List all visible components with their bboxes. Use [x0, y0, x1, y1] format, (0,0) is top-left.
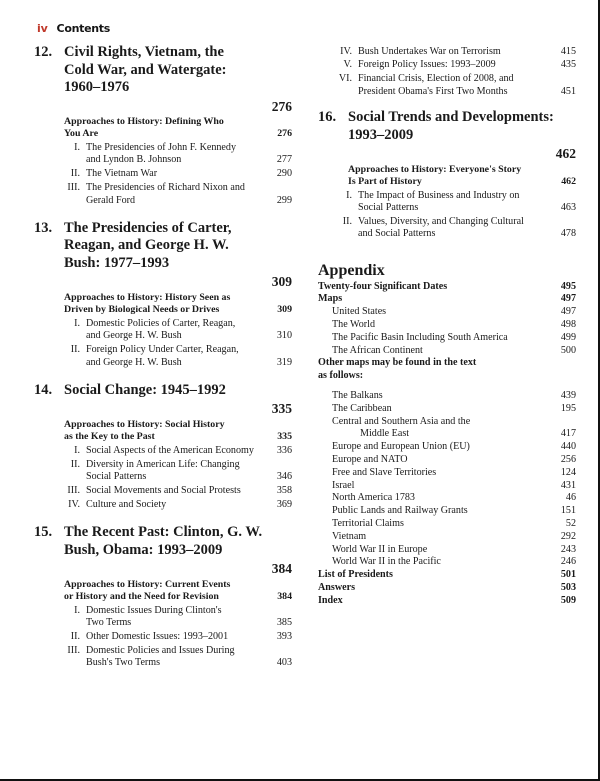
appendix-entry[interactable]	[318, 556, 576, 569]
appendix-section	[318, 261, 576, 608]
chapter-title-line: Social Trends and Developments:	[348, 109, 554, 126]
appendix-entry[interactable]	[318, 492, 576, 505]
section-body	[86, 142, 292, 167]
chapter-title-line: The Recent Past: Clinton, G. W.	[64, 524, 263, 541]
section-numeral: II.	[70, 631, 80, 643]
appendix-entry-label: Free and Slave Territories	[332, 466, 437, 478]
section-title-line: The Impact of Business and Industry on	[358, 189, 520, 201]
section-numeral: I.	[74, 141, 80, 153]
section-title-line: Social Aspects of the American Economy	[86, 444, 254, 456]
approaches-line: Is Part of History	[348, 175, 422, 187]
appendix-page-number: 243	[560, 543, 576, 555]
approaches-to-history	[64, 116, 292, 140]
section-title-line: Values, Diversity, and Changing Cultural	[358, 215, 524, 227]
approaches-to-history	[64, 419, 292, 443]
section-numeral: III.	[67, 485, 80, 497]
appendix-page-number: 151	[560, 505, 576, 517]
section-page-number: 385	[276, 617, 292, 629]
appendix-title: Appendix	[318, 261, 385, 279]
chapter-title-line: 1960–1976	[64, 79, 130, 95]
approaches-line: You Are	[64, 128, 99, 140]
approaches-page-number: 335	[277, 431, 292, 443]
section-title-line: Social Movements and Social Protests	[86, 485, 241, 497]
chapter-title-line: Civil Rights, Vietnam, the	[64, 44, 224, 60]
appendix-entry[interactable]	[318, 518, 576, 531]
section-page-number: 478	[560, 228, 576, 240]
section-page-number: 435	[560, 59, 576, 71]
section-title-line: Bush Undertakes War on Terrorism	[358, 45, 501, 57]
chapter-heading[interactable]	[34, 382, 292, 418]
appendix-page-number: 498	[560, 319, 576, 331]
appendix-entry-label: World War II in Europe	[332, 543, 428, 555]
chapter-page-number: 384	[271, 561, 292, 577]
section-numeral: VI.	[338, 73, 352, 85]
approaches-line: Approaches to History: History Seen as	[64, 291, 231, 303]
section-title-line: President Obama's First Two Months	[358, 85, 508, 97]
section-body	[358, 46, 576, 58]
approaches-page-number: 276	[277, 128, 292, 140]
chapter-title-line: Bush, Obama: 1993–2009	[64, 541, 223, 558]
section-title-line: Domestic Policies and Issues During	[86, 645, 235, 657]
approaches-line: Approaches to History: Social History	[64, 418, 225, 430]
chapter-title-line: Bush: 1977–1993	[64, 254, 170, 271]
chapter-page-number: 335	[271, 401, 292, 417]
section-numeral: I.	[74, 604, 80, 616]
section-body	[86, 445, 292, 457]
appendix-page-number: 417	[560, 428, 576, 440]
section-title-line: and George H. W. Bush	[86, 356, 182, 368]
appendix-entry[interactable]	[318, 390, 576, 403]
chapter-title-line: Social Change: 1945–1992	[64, 381, 226, 398]
chapter-title-wrap	[64, 524, 292, 578]
chapter-heading[interactable]	[34, 524, 292, 578]
section-numeral: II.	[70, 344, 80, 356]
appendix-page-number: 503	[560, 581, 576, 593]
section-title-line: The Presidencies of John F. Kennedy	[86, 141, 237, 153]
running-head-title: Contents	[56, 22, 110, 35]
section-page-number: 310	[276, 330, 292, 342]
section-body	[86, 182, 292, 207]
appendix-entry-label: Europe and European Union (EU)	[332, 441, 470, 453]
toc-chapter	[34, 524, 292, 669]
toc-chapter	[34, 220, 292, 369]
appendix-page-number: 495	[560, 280, 576, 292]
appendix-entry[interactable]	[318, 357, 576, 370]
section-body	[358, 73, 576, 98]
section-title-line: Two Terms	[86, 617, 132, 629]
section-numeral: IV.	[68, 499, 80, 510]
toc-section[interactable]	[34, 318, 292, 343]
toc-section[interactable]	[34, 645, 292, 670]
section-title-line: Domestic Issues During Clinton's	[86, 604, 222, 616]
section-body	[358, 216, 576, 241]
appendix-page-number: 499	[560, 331, 576, 343]
section-page-number: 415	[560, 45, 576, 57]
toc-section[interactable]	[34, 168, 292, 180]
appendix-entry-label: The Pacific Basin Including South America	[332, 331, 508, 343]
section-title-line: Gerald Ford	[86, 194, 136, 206]
appendix-page-number: 501	[560, 569, 576, 581]
chapter-title-line: Cold War, and Watergate:	[64, 61, 227, 78]
appendix-entry-label: Central and Southern Asia and the	[332, 415, 471, 427]
section-page-number: 277	[276, 154, 292, 166]
chapter-title-wrap	[64, 220, 292, 291]
section-page-number: 393	[276, 631, 292, 643]
section-body	[86, 645, 292, 670]
section-body	[86, 344, 292, 369]
section-title-line: Bush's Two Terms	[86, 657, 161, 669]
chapter-page-number: 462	[555, 146, 576, 162]
appendix-entry-label: Other maps may be found in the text	[318, 357, 477, 369]
section-body	[86, 605, 292, 630]
approaches-to-history	[64, 292, 292, 316]
appendix-page-number: 246	[560, 556, 576, 568]
section-body	[358, 190, 576, 215]
chapter-number: 14.	[34, 381, 53, 398]
section-title-line: and George H. W. Bush	[86, 330, 182, 342]
appendix-entry-label: The Caribbean	[332, 402, 392, 414]
section-numeral: I.	[74, 444, 80, 456]
chapter-number: 12.	[34, 44, 53, 60]
section-page-number: 451	[560, 85, 576, 97]
chapter-page-number: 309	[271, 274, 292, 290]
appendix-page-number: 124	[560, 466, 576, 478]
appendix-entry[interactable]	[318, 319, 576, 332]
appendix-entry[interactable]	[318, 531, 576, 544]
toc-section[interactable]	[34, 142, 292, 167]
appendix-entry[interactable]	[318, 403, 576, 416]
appendix-entry[interactable]	[318, 293, 576, 306]
chapter-title	[64, 220, 292, 290]
appendix-page-number: 497	[560, 293, 576, 305]
section-title-line: Foreign Policy Under Carter, Reagan,	[86, 344, 239, 356]
chapter-title	[64, 44, 292, 114]
toc-section[interactable]	[318, 46, 576, 58]
appendix-entry-label: Answers	[318, 581, 356, 593]
appendix-entry-label: The Balkans	[332, 390, 383, 402]
chapter-title	[64, 382, 292, 417]
appendix-entry[interactable]	[318, 416, 576, 442]
approaches-to-history	[64, 579, 292, 603]
section-page-number: 358	[276, 485, 292, 497]
appendix-entry[interactable]	[318, 480, 576, 493]
section-body	[86, 168, 292, 180]
appendix-entry-label: Maps	[318, 293, 343, 305]
chapter-title-line: The Presidencies of Carter,	[64, 219, 232, 236]
chapter-page-number: 276	[271, 98, 292, 114]
toc-section[interactable]	[34, 445, 292, 457]
section-numeral: II.	[342, 215, 352, 227]
approaches-line: Approaches to History: Defining Who	[64, 116, 224, 127]
section-page-number: 369	[276, 499, 292, 510]
section-page-number: 463	[560, 201, 576, 213]
appendix-entry-label: World War II in the Pacific	[332, 556, 441, 568]
appendix-entry-label: The African Continent	[332, 344, 423, 356]
section-title-line: Foreign Policy Issues: 1993–2009	[358, 59, 496, 71]
section-numeral: II.	[70, 168, 80, 180]
page-folio: iv	[37, 22, 48, 35]
appendix-entry-label: Europe and NATO	[332, 454, 408, 466]
appendix-page-number: 497	[560, 306, 576, 318]
toc-chapter	[34, 44, 292, 207]
section-title-line: Culture and Society	[86, 499, 167, 510]
appendix-entry[interactable]	[318, 467, 576, 480]
toc-chapter	[318, 109, 576, 241]
chapter-number: 16.	[318, 109, 337, 126]
chapter-number: 13.	[34, 219, 53, 236]
appendix-entry[interactable]	[318, 306, 576, 319]
section-title-line: Financial Crisis, Election of 2008, and	[358, 73, 514, 85]
appendix-page-number: 292	[560, 530, 576, 542]
section-title-line: and Lyndon B. Johnson	[86, 154, 182, 166]
section-page-number: 336	[276, 444, 292, 456]
running-head	[37, 22, 110, 35]
appendix-page-number: 500	[560, 344, 576, 356]
section-title-line: and Social Patterns	[358, 228, 436, 240]
contents-column-left	[0, 44, 300, 683]
toc-section[interactable]	[318, 59, 576, 71]
approaches-line: Driven by Biological Needs or Drives	[64, 304, 220, 316]
toc-section[interactable]	[34, 182, 292, 207]
chapter-heading[interactable]	[34, 220, 292, 291]
appendix-entry[interactable]	[318, 582, 576, 595]
appendix-entry[interactable]	[318, 332, 576, 345]
section-title-line: Diversity in American Life: Changing	[86, 458, 240, 470]
toc-section[interactable]	[318, 73, 576, 98]
contents-columns	[0, 44, 600, 683]
appendix-entry-label: United States	[332, 306, 387, 318]
appendix-spacer	[318, 383, 576, 390]
appendix-entry[interactable]	[318, 441, 576, 454]
section-numeral: I.	[74, 317, 80, 329]
appendix-entry-label: Vietnam	[332, 530, 367, 542]
toc-section[interactable]	[34, 485, 292, 497]
approaches-line: Approaches to History: Everyone's Story	[348, 163, 522, 175]
section-numeral: IV.	[340, 45, 352, 57]
appendix-entry-label: List of Presidents	[318, 569, 393, 581]
toc-section[interactable]	[34, 499, 292, 511]
approaches-page-number: 309	[277, 304, 292, 316]
chapter-heading[interactable]	[34, 44, 292, 115]
section-numeral: III.	[67, 645, 80, 657]
chapter-title	[64, 524, 292, 576]
appendix-entry[interactable]	[318, 454, 576, 467]
chapter-heading[interactable]	[318, 109, 576, 163]
contents-column-right	[300, 44, 600, 683]
appendix-page-number: 431	[560, 479, 576, 491]
toc-section[interactable]	[318, 216, 576, 241]
section-title-line: The Presidencies of Richard Nixon and	[86, 182, 245, 194]
approaches-line: as the Key to the Past	[64, 431, 155, 443]
appendix-entry-label: Index	[318, 594, 343, 606]
appendix-page-number: 440	[560, 441, 576, 453]
section-body	[86, 499, 292, 511]
section-page-number: 403	[276, 657, 292, 669]
section-title-line: The Vietnam War	[86, 168, 158, 180]
toc-section[interactable]	[318, 190, 576, 215]
appendix-entry[interactable]	[318, 544, 576, 557]
section-numeral: I.	[346, 189, 352, 201]
appendix-entry[interactable]	[318, 370, 576, 383]
appendix-page-number: 509	[560, 594, 576, 606]
chapter-title-line: Reagan, and George H. W.	[64, 237, 229, 254]
section-page-number: 290	[276, 168, 292, 180]
appendix-entry[interactable]	[318, 569, 576, 582]
section-title-line: Social Patterns	[86, 471, 147, 483]
appendix-page-number: 195	[560, 402, 576, 414]
section-body	[86, 631, 292, 643]
chapter-title-wrap	[348, 109, 576, 163]
appendix-entry-label: North America 1783	[332, 492, 415, 504]
toc-section[interactable]	[34, 459, 292, 484]
approaches-line: Approaches to History: Current Events	[64, 578, 231, 590]
section-title-line: Other Domestic Issues: 1993–2001	[86, 631, 229, 643]
appendix-entry[interactable]	[318, 345, 576, 358]
continued-sections	[318, 46, 576, 99]
approaches-page-number: 384	[277, 591, 292, 603]
chapter-title-wrap	[64, 382, 292, 418]
approaches-to-history	[348, 164, 576, 188]
chapter-title	[348, 109, 576, 161]
appendix-entry-label: Public Lands and Railway Grants	[332, 505, 468, 517]
section-body	[86, 318, 292, 343]
chapter-title-line: 1993–2009	[348, 126, 414, 143]
section-title-line: Social Patterns	[358, 201, 419, 213]
chapter-number: 15.	[34, 524, 53, 541]
appendix-entry-label: as follows:	[318, 370, 364, 382]
appendix-entry[interactable]	[318, 505, 576, 518]
appendix-page-number: 52	[565, 518, 576, 529]
appendix-page-number: 46	[565, 492, 576, 504]
section-page-number: 299	[276, 194, 292, 206]
appendix-entry-label: Twenty-four Significant Dates	[318, 280, 448, 292]
appendix-entry-label: Israel	[332, 479, 355, 491]
section-numeral: V.	[343, 59, 352, 71]
section-numeral: III.	[67, 182, 80, 194]
appendix-entry[interactable]	[318, 281, 576, 294]
section-page-number: 346	[276, 471, 292, 483]
section-page-number: 319	[276, 356, 292, 368]
appendix-entry-label: The World	[332, 319, 376, 331]
section-body	[86, 485, 292, 497]
toc-section[interactable]	[34, 344, 292, 369]
appendix-entry-label-cont: Middle East	[360, 428, 410, 440]
appendix-page-number: 256	[560, 454, 576, 466]
chapter-title-wrap	[64, 44, 292, 115]
appendix-page-number: 439	[560, 390, 576, 402]
approaches-page-number: 462	[561, 175, 576, 187]
toc-chapter	[34, 382, 292, 511]
approaches-line: or History and the Need for Revision	[64, 591, 219, 603]
toc-section[interactable]	[34, 631, 292, 643]
section-body	[358, 59, 576, 71]
appendix-entry-label: Territorial Claims	[332, 518, 404, 529]
section-numeral: II.	[70, 458, 80, 470]
section-body	[86, 459, 292, 484]
section-title-line: Domestic Policies of Carter, Reagan,	[86, 317, 236, 329]
appendix-entry[interactable]	[318, 595, 576, 608]
toc-section[interactable]	[34, 605, 292, 630]
